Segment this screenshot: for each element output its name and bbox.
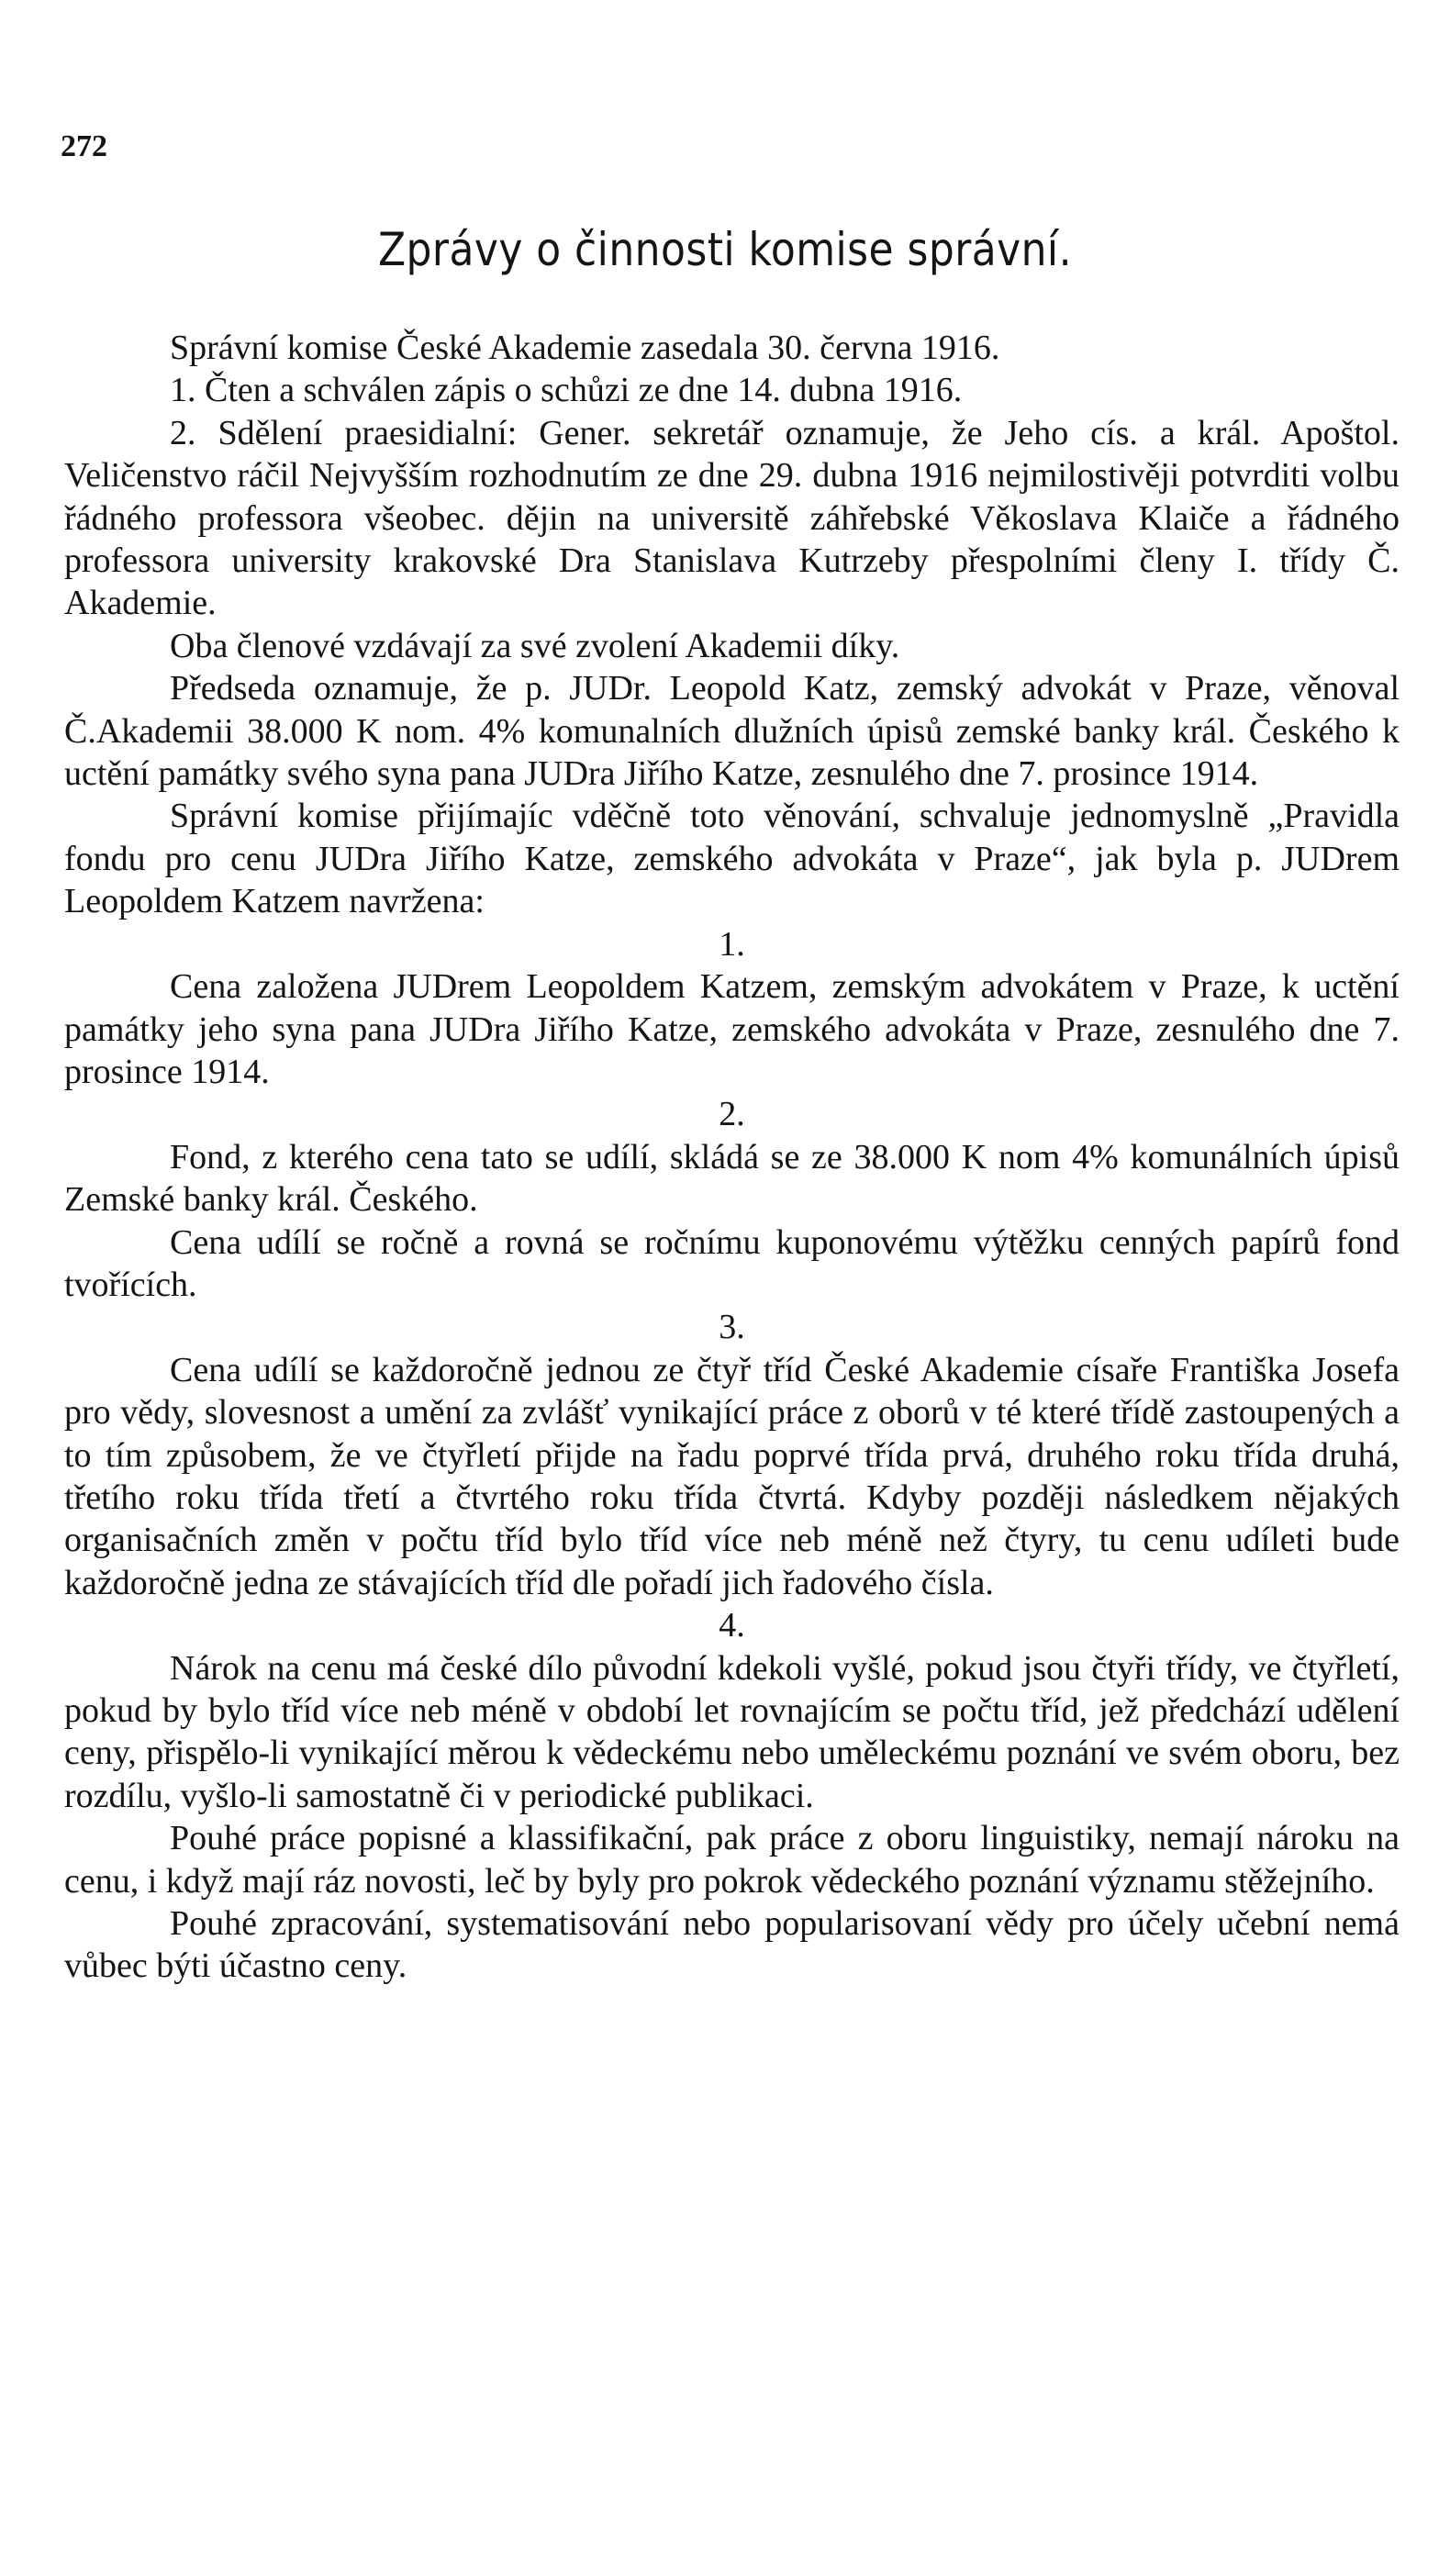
- section-1-paragraph: Cena založena JUDrem Leopoldem Katzem, zemským advokátem v Praze, k uctění památky jeho syna pana JUDra Jiřího Katze, zemského advokáta v Praze, zesnulého dne 7. prosince 1914.: [64, 967, 1400, 1091]
- paragraph-presidial-notice: 2. Sdělení praesidialní: Gener. sekretář oznamuje, že Jeho cís. a král. Apoštol. Veličenstvo ráčil Nejvyšším rozhodnutím ze dne 29. dubna 1916 nejmilostivěji potvrditi volbu řádného professora všeobec. dějin na universitě záhřebské Věkoslava Klaiče a řádného professora university krakovské Dra Stanislava Kutrzeby přespolními členy I. třídy Č. Akademie.: [64, 413, 1400, 623]
- section-4-paragraph-1: Nárok na cenu má české dílo původní kdekoli vyšlé, pokud jsou čtyři třídy, ve čtyřletí, pokud by bylo tříd více neb méně v období let rovnajícím se počtu tříd, jež předchází udělení ceny, přispělo-li vynikající měrou k vědeckému nebo uměleckému poznání ve svém oboru, bez rozdílu, vyšlo-li samostatně či v periodické publikaci.: [64, 1648, 1400, 1815]
- page-number: 272: [61, 129, 107, 163]
- paragraph-acceptance: Správní komise přijímajíc vděčně toto věnování, schvaluje jednomyslně „Pravidla fondu pro cenu JUDra Jiřího Katze, zemského advokáta v Praze“, jak byla p. JUDrem Leopoldem Katzem navržena:: [64, 797, 1400, 921]
- paragraph-minutes-approved: 1. Čten a schválen zápis o schůzi ze dne 14. dubna 1916.: [170, 371, 963, 410]
- paragraph-thanks: Oba členové vzdávají za své zvolení Akademii díky.: [170, 626, 900, 665]
- section-4-paragraph-3: Pouhé zpracování, systematisování nebo popularisovaní vědy pro účely učební nemá vůbec býti účastno ceny.: [64, 1904, 1400, 1986]
- section-number-4: 4.: [719, 1606, 745, 1645]
- body-text: [64, 327, 1400, 1988]
- section-number-2: 2.: [719, 1095, 745, 1134]
- section-number-3: 3.: [719, 1308, 745, 1347]
- paragraph-meeting-date: Správní komise České Akademie zasedala 30. června 1916.: [170, 329, 1000, 367]
- page-title: Zprávy o činnosti komise správní.: [377, 223, 1073, 276]
- section-3-paragraph: Cena udílí se každoročně jednou ze čtyř tříd České Akademie císaře Františka Josefa pro vědy, slovesnost a umění za zvlášť vynikající práce z oborů v té které třídě zastoupených a to tím způsobem, že ve čtyřletí přijde na řadu poprvé třída prvá, druhého roku třída druhá, třetího roku třída třetí a čtvrtého roku třída čtvrtá. Kdyby později následkem nějakých organisačních změn v počtu tříd bylo tříd více neb méně než čtyry, tu cenu udíleti bude každoročně jedna ze stávajících tříd dle pořadí jich řadového čísla.: [64, 1350, 1400, 1602]
- section-number-1: 1.: [719, 924, 745, 964]
- section-2-paragraph-1: Fond, z kterého cena tato se udílí, skládá se ze 38.000 K nom 4% komunálních úpisů Zemské banky král. Českého.: [64, 1137, 1400, 1220]
- paragraph-donation: Předseda oznamuje, že p. JUDr. Leopold Katz, zemský advokát v Praze, věnoval Č.Akademii 38.000 K nom. 4% komunalních dlužních úpisů zemské banky král. Českého k uctění památky svého syna pana JUDra Jiřího Katze, zesnulého dne 7. prosince 1914.: [64, 669, 1400, 794]
- section-4-paragraph-2: Pouhé práce popisné a klassifikační, pak práce z oboru linguistiky, nemají nároku na cenu, i když mají ráz novosti, leč by byly pro pokrok vědeckého poznání významu stěžejního.: [64, 1819, 1400, 1901]
- section-2-paragraph-2: Cena udílí se ročně a rovná se ročnímu kuponovému výtěžku cenných papírů fond tvořících.: [64, 1222, 1400, 1304]
